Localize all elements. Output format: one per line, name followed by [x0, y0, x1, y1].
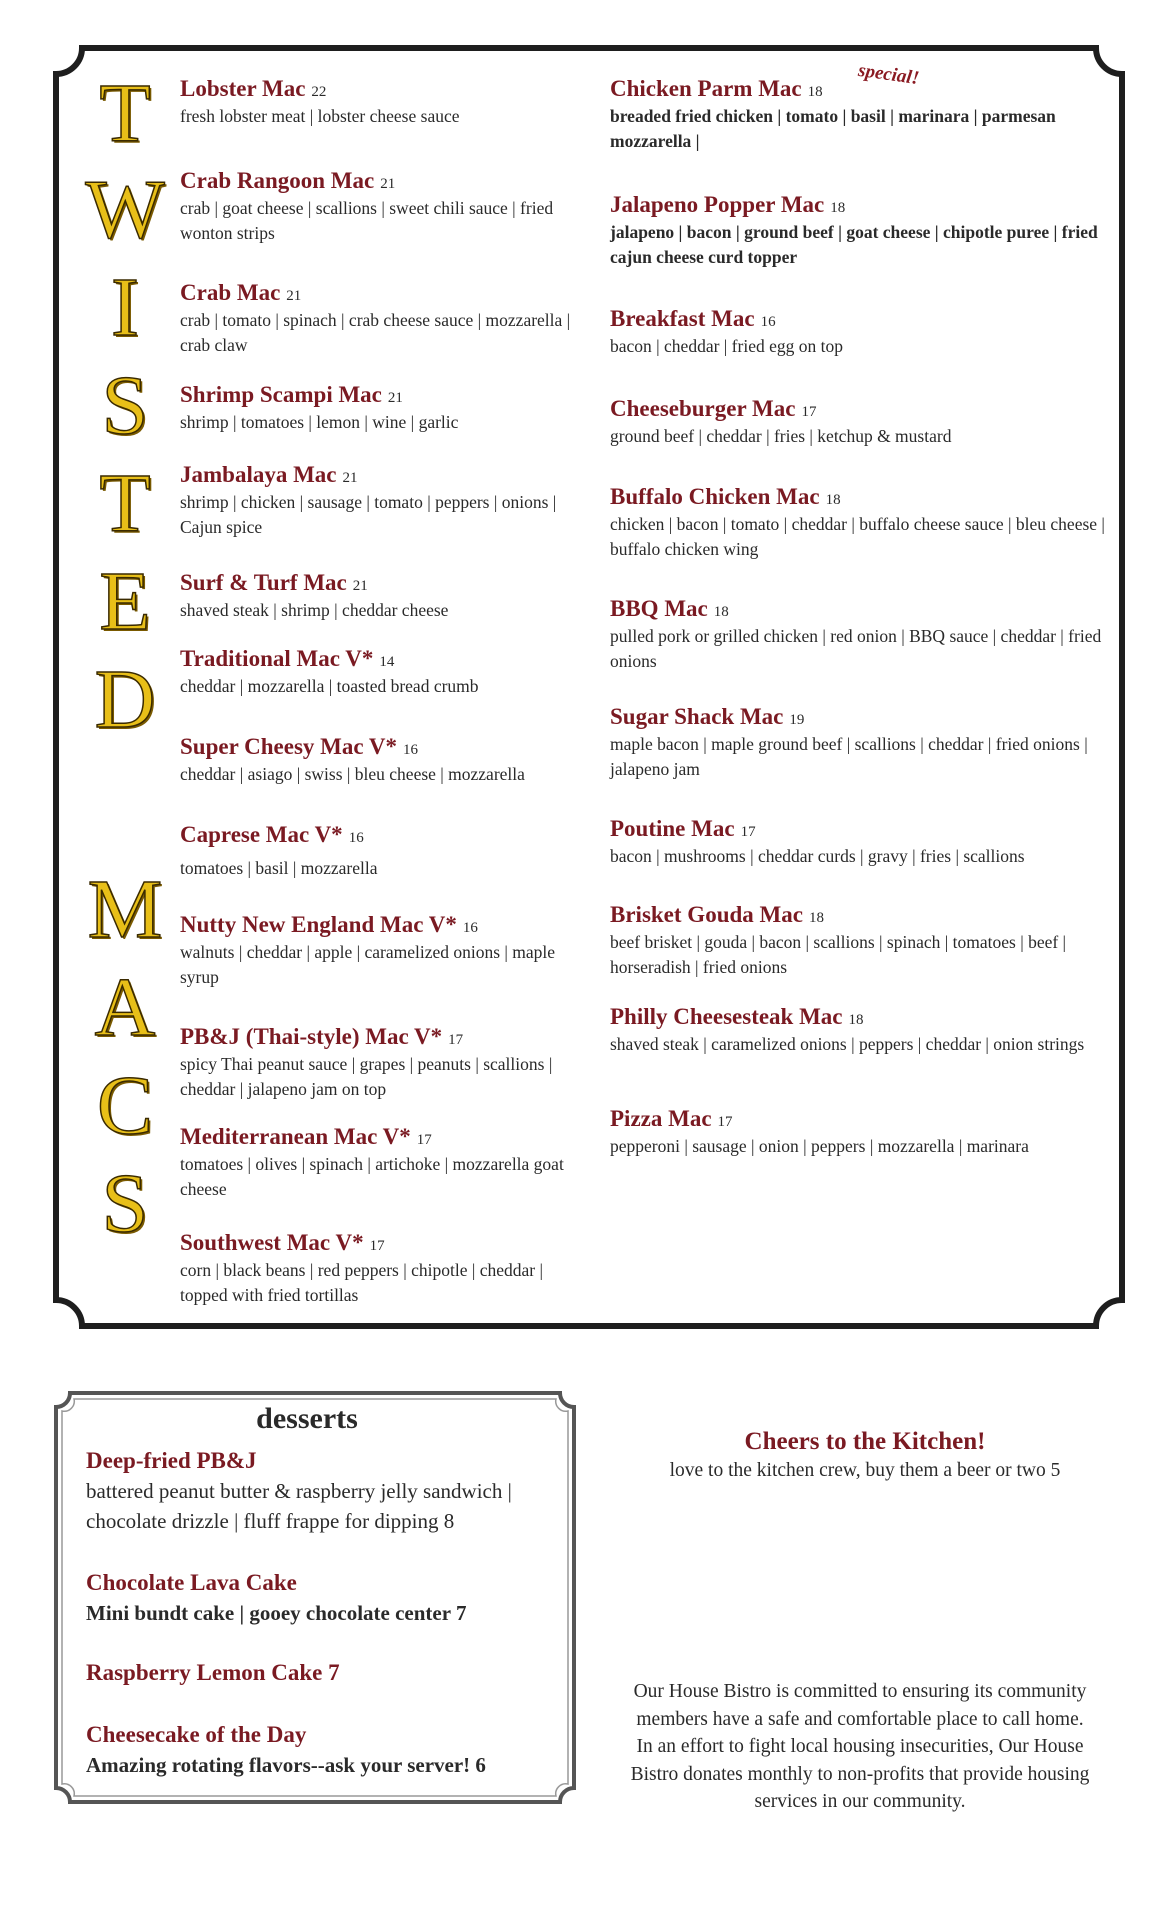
item-name: Southwest Mac V*	[180, 1230, 364, 1255]
item-price: 21	[380, 176, 396, 192]
dessert-name: Cheesecake of the Day	[86, 1722, 307, 1747]
item-price: 14	[379, 654, 395, 670]
menu-item	[180, 1024, 580, 1102]
item-name: Brisket Gouda Mac	[610, 902, 803, 927]
item-name: Jalapeno Popper Mac	[610, 192, 825, 217]
menu-item	[610, 902, 1110, 980]
cheers-title: Cheers to the Kitchen!	[744, 1428, 986, 1455]
item-name: Philly Cheesesteak Mac	[610, 1004, 843, 1029]
item-price: 17	[717, 1114, 733, 1130]
item-description: pulled pork or grilled chicken | red onion | BBQ sauce | cheddar | fried onions	[610, 626, 1102, 671]
menu-item	[610, 484, 1110, 562]
menu-item	[610, 816, 1110, 869]
menu-item	[610, 1004, 1110, 1057]
item-name: PB&J (Thai-style) Mac V*	[180, 1024, 443, 1049]
item-name: Caprese Mac V*	[180, 822, 343, 847]
menu-item	[180, 1230, 580, 1308]
item-name: Breakfast Mac	[610, 306, 755, 331]
item-description: cheddar | mozzarella | toasted bread crumb	[180, 676, 479, 696]
title-letter: D	[94, 653, 156, 746]
item-price: 17	[416, 1132, 432, 1148]
dessert-description: battered peanut butter & raspberry jelly sandwich | chocolate drizzle | fluff frappe for dipping 8	[86, 1479, 512, 1533]
menu-item	[180, 462, 580, 540]
dessert-name: Chocolate Lava Cake	[86, 1570, 297, 1595]
item-description: cheddar | asiago | swiss | bleu cheese | mozzarella	[180, 764, 525, 784]
dessert-item	[86, 1448, 566, 1536]
title-letter: M	[87, 863, 163, 956]
item-name: Crab Rangoon Mac	[180, 168, 375, 193]
dessert-description: Mini bundt cake | gooey chocolate center 7	[86, 1601, 467, 1625]
item-price: 17	[801, 404, 817, 420]
item-name: Pizza Mac	[610, 1106, 712, 1131]
desserts-heading: desserts	[256, 1402, 358, 1435]
item-price: 16	[760, 314, 776, 330]
cheers-description: love to the kitchen crew, buy them a beer or two 5	[669, 1460, 1061, 1481]
item-price: 21	[352, 578, 368, 594]
item-name: Chicken Parm Mac	[610, 76, 802, 101]
item-description: fresh lobster meat | lobster cheese sauce	[180, 106, 460, 126]
item-description: ground beef | cheddar | fries | ketchup & mustard	[610, 426, 952, 446]
menu-item	[180, 646, 580, 699]
title-letter: C	[96, 1059, 154, 1152]
item-name: Crab Mac	[180, 280, 281, 305]
item-description: maple bacon | maple ground beef | scallions | cheddar | fried onions | jalapeno jam	[610, 734, 1088, 779]
item-price: 16	[348, 830, 364, 846]
item-price: 19	[789, 712, 805, 728]
menu-item	[180, 76, 580, 129]
item-price: 17	[740, 824, 756, 840]
menu-item	[180, 280, 580, 358]
item-description: spicy Thai peanut sauce | grapes | peanuts | scallions | cheddar | jalapeno jam on top	[180, 1054, 553, 1099]
title-letter: I	[111, 261, 139, 354]
item-description: crab | goat cheese | scallions | sweet chili sauce | fried wonton strips	[180, 198, 554, 243]
title-letter: A	[94, 961, 156, 1054]
item-description: shaved steak | caramelized onions | peppers | cheddar | onion strings	[610, 1034, 1085, 1054]
dessert-item	[86, 1660, 566, 1686]
item-description: bacon | mushrooms | cheddar curds | gravy | fries | scallions	[610, 846, 1025, 866]
item-description: shrimp | tomatoes | lemon | wine | garlic	[180, 412, 459, 432]
dessert-item	[86, 1722, 566, 1780]
menu-item	[180, 570, 580, 623]
item-name: Traditional Mac V*	[180, 646, 374, 671]
item-description: beef brisket | gouda | bacon | scallions | spinach | tomatoes | beef | horseradish | fried onions	[610, 932, 1067, 977]
item-description: pepperoni | sausage | onion | peppers | mozzarella | marinara	[610, 1136, 1029, 1156]
item-description: tomatoes | olives | spinach | artichoke | mozzarella goat cheese	[180, 1154, 564, 1199]
item-price: 18	[713, 604, 729, 620]
item-price: 17	[448, 1032, 464, 1048]
item-price: 18	[807, 84, 823, 100]
item-price: 18	[848, 1012, 864, 1028]
item-description: shaved steak | shrimp | cheddar cheese	[180, 600, 449, 620]
menu-item	[610, 704, 1110, 782]
item-price: 18	[808, 910, 824, 926]
title-letter: S	[101, 359, 149, 452]
cheers-section	[600, 1428, 1130, 1482]
item-name: Mediterranean Mac V*	[180, 1124, 411, 1149]
item-description: walnuts | cheddar | apple | caramelized onions | maple syrup	[180, 942, 556, 987]
item-description: jalapeno | bacon | ground beef | goat cheese | chipotle puree | fried cajun cheese curd topper	[610, 222, 1098, 267]
item-description: bacon | cheddar | fried egg on top	[610, 336, 843, 356]
menu-item	[180, 382, 580, 435]
community-note: Our House Bistro is committed to ensuring its community members have a safe and comfortable place to call home. In an effort to fight local housing insecurities, Our House Bistro donates monthly to non-profits that provide housing services in our community.	[630, 1681, 1090, 1812]
item-name: Nutty New England Mac V*	[180, 912, 457, 937]
item-description: chicken | bacon | tomato | cheddar | buffalo cheese sauce | bleu cheese | buffalo chicken wing	[610, 514, 1105, 559]
item-price: 18	[825, 492, 841, 508]
menu-item	[610, 396, 1110, 449]
item-name: Jambalaya Mac	[180, 462, 337, 487]
item-price: 18	[830, 200, 846, 216]
item-name: Poutine Mac	[610, 816, 735, 841]
item-description: tomatoes | basil | mozzarella	[180, 858, 378, 878]
item-price: 16	[403, 742, 419, 758]
item-description: crab | tomato | spinach | crab cheese sauce | mozzarella | crab claw	[180, 310, 571, 355]
menu-item	[180, 168, 580, 246]
dessert-description: Amazing rotating flavors--ask your server! 6	[86, 1753, 486, 1777]
title-letter: T	[99, 457, 151, 550]
menu-item	[610, 76, 1110, 154]
item-price: 16	[462, 920, 478, 936]
dessert-name: Raspberry Lemon Cake 7	[86, 1660, 340, 1685]
title-letter: E	[99, 555, 151, 648]
item-name: Buffalo Chicken Mac	[610, 484, 820, 509]
special-tag: special!	[856, 59, 921, 90]
title-letter: T	[99, 67, 151, 160]
item-price: 21	[342, 470, 358, 486]
item-name: Shrimp Scampi Mac	[180, 382, 382, 407]
title-letter: S	[101, 1157, 149, 1250]
menu-item	[180, 1124, 590, 1202]
item-name: Sugar Shack Mac	[610, 704, 784, 729]
item-price: 21	[387, 390, 403, 406]
menu-item	[180, 912, 580, 990]
menu-item	[610, 192, 1110, 270]
menu-item	[610, 596, 1110, 674]
menu-item	[180, 822, 580, 881]
item-name: Super Cheesy Mac V*	[180, 734, 398, 759]
dessert-item	[86, 1570, 566, 1628]
item-description: corn | black beans | red peppers | chipotle | cheddar | topped with fried tortillas	[180, 1260, 543, 1305]
item-price: 21	[286, 288, 302, 304]
item-name: Lobster Mac	[180, 76, 306, 101]
menu-item	[610, 306, 1110, 359]
item-price: 22	[311, 84, 327, 100]
item-name: Cheeseburger Mac	[610, 396, 796, 421]
dessert-name: Deep-fried PB&J	[86, 1448, 257, 1473]
menu-item	[610, 1106, 1110, 1159]
menu-item	[180, 734, 590, 787]
item-price: 17	[369, 1238, 385, 1254]
item-name: Surf & Turf Mac	[180, 570, 347, 595]
title-letter: W	[85, 163, 165, 256]
item-name: BBQ Mac	[610, 596, 708, 621]
item-description: breaded fried chicken | tomato | basil | marinara | parmesan mozzarella |	[610, 106, 1056, 151]
item-description: shrimp | chicken | sausage | tomato | peppers | onions | Cajun spice	[180, 492, 557, 537]
